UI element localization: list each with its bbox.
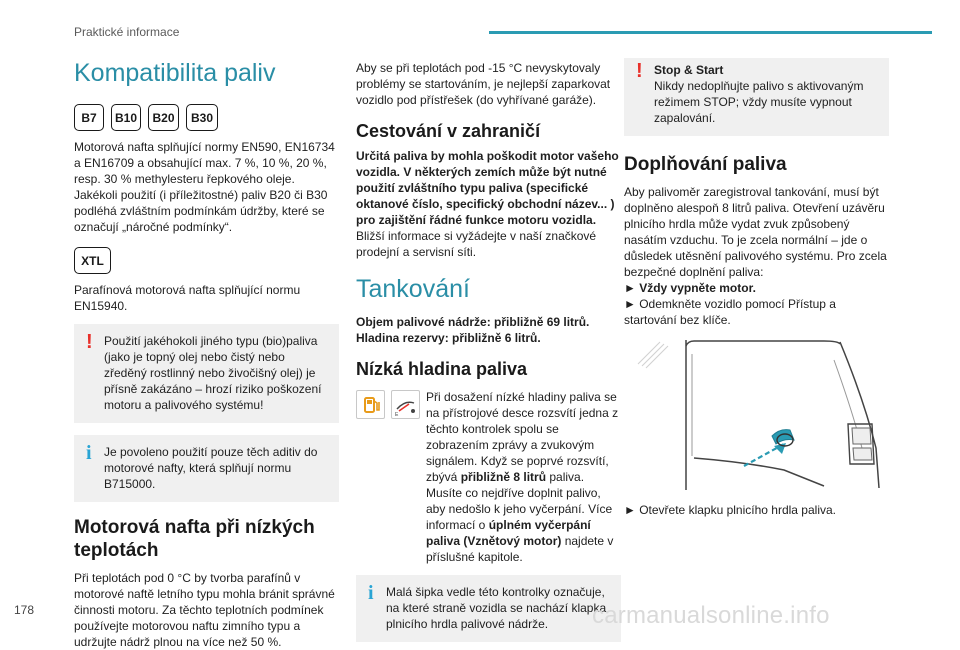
header-accent-bar — [489, 31, 932, 34]
heading-winter-diesel: Motorová nafta při nízkých teplotách — [74, 517, 315, 561]
info-icon: i — [86, 442, 92, 464]
watermark: carmanualsonline.info — [592, 602, 830, 629]
badge-xtl: XTL — [74, 247, 111, 274]
info-box-additives — [74, 435, 339, 502]
fuel-pump-warning-icon — [356, 390, 385, 419]
page-number: 178 — [14, 603, 35, 617]
warning-text: Nikdy nedoplňujte palivo s aktivovaným režimem STOP; vždy musíte vypnout zapalování. — [654, 79, 864, 125]
column-3 — [624, 58, 889, 518]
diesel-norms-text: Motorová nafta splňující normy EN590, EN16734 a EN16709 a obsahující max. 7 %, 10 %, 20 %, resp. 30 % methylesteru řepkového oleje. Jakékoli použití (i příležitostné) paliv B20 či B30 podléhá zvláštním podmínkám údržby, které se označují „náročné podmínky“. — [74, 140, 335, 234]
heading-fuel-compatibility: Kompatibilita paliv — [74, 59, 276, 87]
column-2 — [356, 60, 621, 642]
badge-b10: B10 — [111, 104, 141, 131]
column-1 — [74, 58, 339, 650]
info-text: Malá šipka vedle této kontrolky označuje, na které straně vozidla se nachází klapka plnicího hrdla palivové nádrže. — [386, 585, 607, 631]
abroad-bold-text: Určitá paliva by mohla poškodit motor vašeho vozidla. V některých zemích může být nutné použití zvláštního typu paliva (specifické oktanové číslo, specifický obchodní název... ) pro zajištění řádné funkce motoru vozidla. — [356, 149, 619, 227]
info-text: Je povoleno použití pouze těch aditiv do motorové nafty, která splňují normu B715000. — [104, 445, 318, 491]
warning-box-stop-start — [624, 58, 889, 136]
step-switch-off-engine: ► Vždy vypněte motor. — [624, 281, 756, 295]
refill-text: Aby palivoměr zaregistroval tankování, musí být doplněno alespoň 8 litrů paliva. Otevření uzávěru plnicího hrdla může vydat zvuk způsobený nasátím vzduchu. To je zcela normální – jde o důsledek utěsnění palivového systému. Pro zcela bezpečné doplnění paliva: — [624, 185, 887, 279]
cold-start-text: Aby se při teplotách pod -15 °C nevyskytovaly problémy se startováním, je nejlepší zaparkovat vozidlo pod přístřešek (do vyhřívané garáže). — [356, 61, 611, 107]
vehicle-fuel-flap-illustration — [624, 340, 889, 490]
warning-box-biofuel — [74, 324, 339, 423]
step-open-fuel-flap: ► Otevřete klapku plnicího hrdla paliva. — [624, 503, 836, 517]
section-header: Praktické informace — [74, 25, 180, 39]
badge-b20: B20 — [148, 104, 179, 131]
heading-travel-abroad: Cestování v zahraničí — [356, 121, 541, 141]
low-fuel-row — [356, 390, 621, 565]
step-unlock-vehicle: ► Odemkněte vozidlo pomocí Přístup a startování bez klíče. — [624, 297, 836, 327]
paraffin-diesel-text: Parafínová motorová nafta splňující normu EN15940. — [74, 283, 301, 313]
svg-text:E: E — [395, 412, 399, 418]
warning-title: Stop & Start — [654, 63, 724, 77]
heading-low-fuel: Nízká hladina paliva — [356, 359, 528, 379]
fuel-badges — [74, 104, 339, 131]
low-fuel-text-start: Při dosažení nízké hladiny paliva se na přístrojové desce rozsvítí jedna z těchto kontrolek spolu se zobrazením zprávy a zvukovým signálem. Když se poprvé rozsvítí, zbývá přibližně 8 litrů paliva. Musíte co nejdříve doplnit palivo, aby nedošlo k jeho vyčerpání. Více informací o úplném vyčerpání paliva (Vznětový motor) najdete v příslušné kapitole. — [426, 390, 619, 564]
badge-b30: B30 — [186, 104, 218, 131]
fuel-gauge-low-icon — [391, 390, 420, 419]
heading-fuel-refill: Doplňování paliva — [624, 154, 787, 175]
warning-exclamation-icon: ! — [636, 60, 643, 82]
abroad-text: Bližší informace si vyžádejte v naší značkové prodejní a servisní síti. — [356, 229, 597, 259]
warning-text: Použití jakéhokoli jiného typu (bio)paliva (jako je topný olej nebo čistý nebo zředěný rostlinný nebo živočišný olej) je přísně zakázáno – hrozí riziko poškození motoru a palivového systému! — [104, 334, 322, 412]
tank-capacity-text: Objem palivové nádrže: přibližně 69 litrů. Hladina rezervy: přibližně 6 litrů. — [356, 315, 590, 345]
warning-exclamation-icon: ! — [86, 331, 93, 353]
badge-b7: B7 — [74, 104, 104, 131]
info-box-fuel-flap-arrow — [356, 575, 621, 642]
heading-refueling: Tankování — [356, 275, 470, 303]
winter-diesel-text: Při teplotách pod 0 °C by tvorba parafínů v motorové naftě letního typu mohla bránit správné činnosti motoru. Za těchto teplotních podmínek používejte motorovou naftu zimního typu a udržujte nádrž plnou na více než 50 %. — [74, 571, 335, 649]
info-icon: i — [368, 582, 374, 604]
